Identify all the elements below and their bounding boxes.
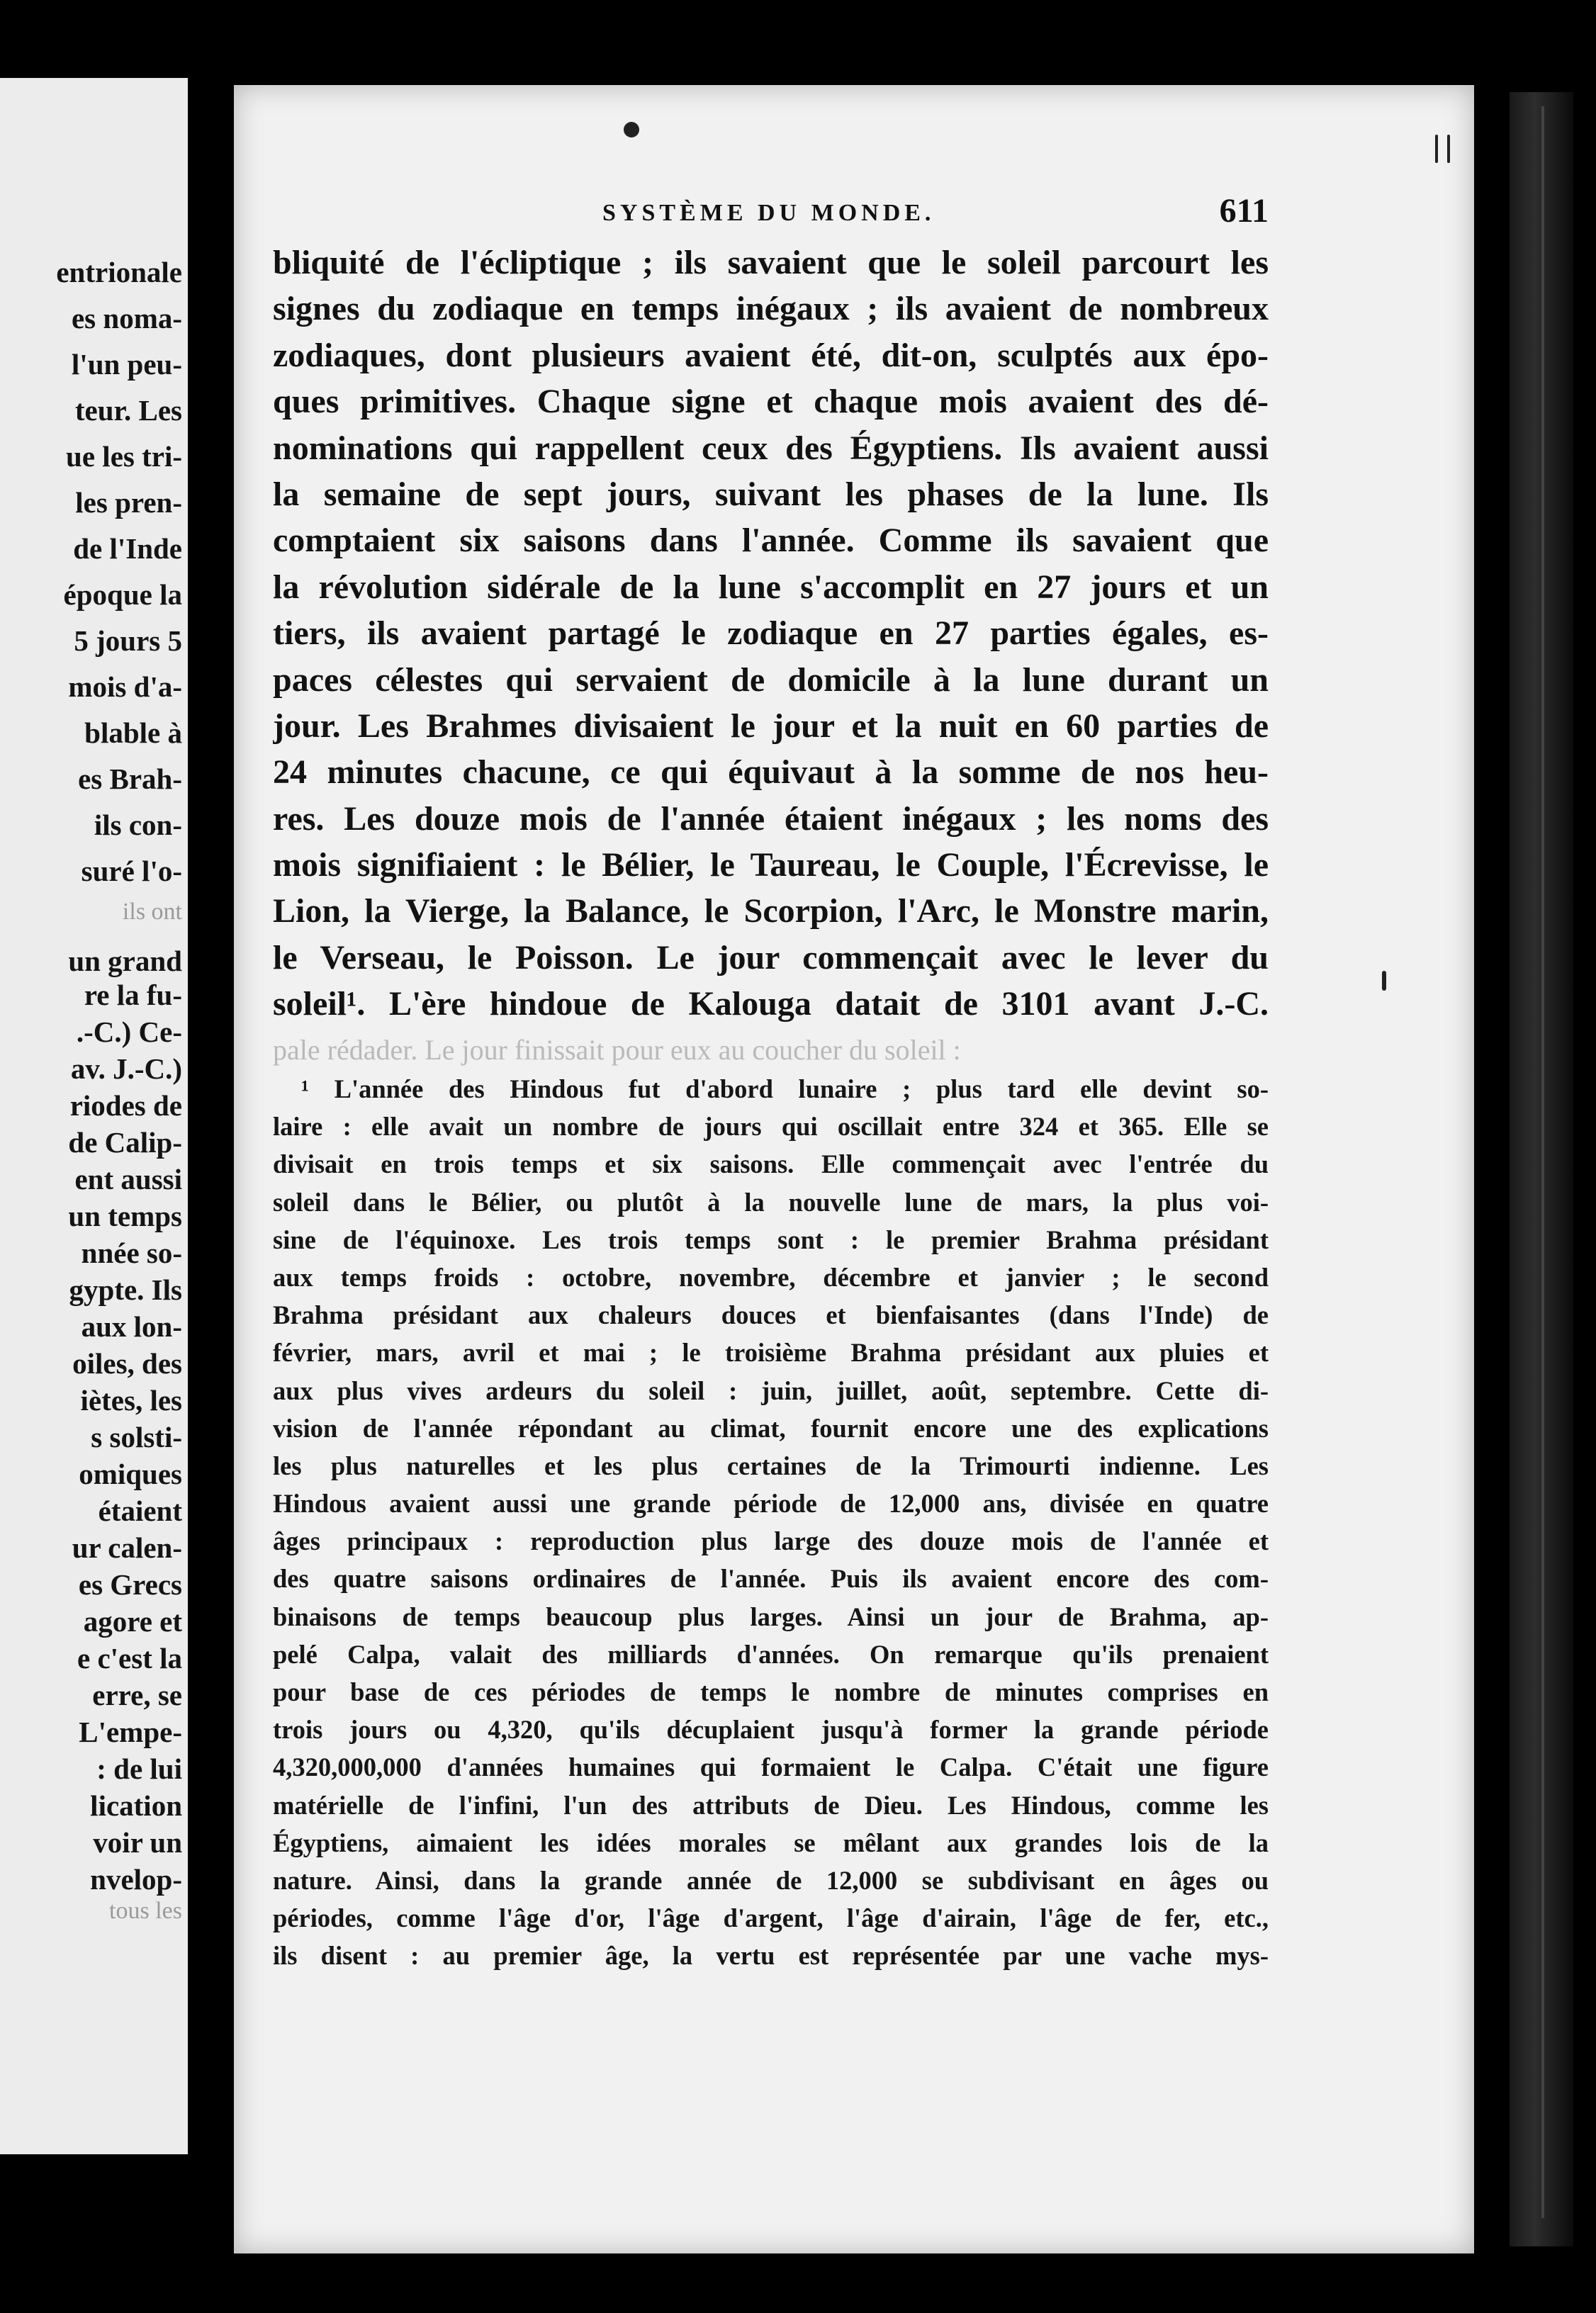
left-text-line: erre, se — [92, 1679, 182, 1711]
left-text-line: gypte. Ils — [69, 1273, 182, 1306]
footnote-line: âges principaux : reproduction plus large des douze mois de l'année et — [273, 1526, 1269, 1556]
left-text-line: étaient — [98, 1495, 182, 1527]
left-text-line: entrionale — [56, 256, 182, 288]
left-text-line: ent aussi — [74, 1163, 182, 1195]
body-text-line: signes du zodiaque en temps inégaux ; ils avaient de nombreux — [273, 290, 1269, 328]
left-text-line: nvelop- — [90, 1863, 182, 1896]
footnote-line: Brahma présidant aux chaleurs douces et bienfaisantes (dans l'Inde) de — [273, 1300, 1269, 1330]
body-text-line: le Verseau, le Poisson. Le jour commençait avec le lever du — [273, 938, 1269, 977]
body-text-line: la révolution sidérale de la lune s'accomplit en 27 jours et un — [273, 568, 1269, 606]
body-text-line: Lion, la Vierge, la Balance, le Scorpion, l'Arc, le Monstre marin, — [273, 892, 1269, 930]
left-text-line: ur calen- — [72, 1531, 182, 1564]
left-text-line: agore et — [83, 1605, 182, 1638]
footnote-line: aux plus vives ardeurs du soleil : juin, juillet, août, septembre. Cette di- — [273, 1375, 1269, 1405]
footnote-line: trois jours ou 4,320, qu'ils décuplaient jusqu'à former la grande période — [273, 1715, 1269, 1745]
left-text-line: les pren- — [75, 486, 182, 519]
footnote-line: février, mars, avril et mai ; le troisième Brahma présidant aux pluies et — [273, 1338, 1269, 1368]
left-text-line: nnée so- — [81, 1237, 182, 1269]
footnote-line: divisait en trois temps et six saisons. Elle commençait avec l'entrée du — [273, 1149, 1269, 1179]
left-text-line: suré l'o- — [81, 855, 182, 887]
main-body-text — [273, 240, 1269, 1028]
body-text-line: tiers, ils avaient partagé le zodiaque en 27 parties égales, es- — [273, 614, 1269, 653]
left-text-line: es noma- — [71, 302, 182, 334]
page-header — [369, 191, 1269, 234]
footnote-line: pelé Calpa, valait des milliards d'années. On remarque qu'ils prenaient — [273, 1639, 1269, 1669]
body-text-line: jour. Les Brahmes divisaient le jour et la nuit en 60 parties de — [273, 707, 1269, 745]
body-text-line: paces célestes qui servaient de domicile à la lune durant un — [273, 660, 1269, 699]
left-text-line: .-C.) Ce- — [76, 1015, 182, 1048]
left-text-line: mois d'a- — [68, 670, 182, 703]
left-text-line: un temps — [68, 1200, 182, 1232]
footnote — [273, 1070, 1269, 1975]
footnote-line: 4,320,000,000 d'années humaines qui formaient le Calpa. C'était une figure — [273, 1752, 1269, 1782]
left-text-line: iètes, les — [80, 1384, 182, 1417]
body-text-line: nominations qui rappellent ceux des Égyptiens. Ils avaient aussi — [273, 429, 1269, 467]
left-text-line: 5 jours 5 — [74, 624, 182, 657]
left-text-line: riodes de — [69, 1089, 182, 1122]
ink-speck — [1382, 971, 1386, 991]
left-text-line: l'un peu- — [71, 348, 182, 381]
left-text-line: L'empe- — [79, 1716, 182, 1748]
body-text-line: soleil¹. L'ère hindoue de Kalouga datait de 3101 avant J.-C. — [273, 985, 1269, 1023]
left-text-line: époque la — [63, 578, 182, 611]
left-text-line: teur. Les — [74, 394, 182, 427]
left-text-line: av. J.-C.) — [70, 1052, 182, 1085]
footnote-line: Hindous avaient aussi une grande période de 12,000 ans, divisée en quatre — [273, 1489, 1269, 1519]
ink-speck — [1447, 135, 1450, 163]
footnote-line: ils disent : au premier âge, la vertu est représentée par une vache mys- — [273, 1941, 1269, 1971]
body-text-line: la semaine de sept jours, suivant les phases de la lune. Ils — [273, 475, 1269, 513]
running-head: SYSTÈME DU MONDE. — [602, 200, 935, 226]
footnote-line: binaisons de temps beaucoup plus larges. Ainsi un jour de Brahma, ap- — [273, 1602, 1269, 1631]
footnote-line: sine de l'équinoxe. Les trois temps sont : le premier Brahma présidant — [273, 1225, 1269, 1254]
body-text-line: comptaient six saisons dans l'année. Comme ils savaient que — [273, 522, 1269, 560]
ink-speck — [624, 122, 639, 137]
footnote-line: Égyptiens, aimaient les idées morales se mêlant aux grandes lois de la — [273, 1828, 1269, 1857]
left-text-line: ils con- — [94, 809, 182, 841]
left-text-line: un grand — [68, 945, 182, 977]
body-text-line: zodiaques, dont plusieurs avaient été, dit-on, sculptés aux épo- — [273, 336, 1269, 374]
footnote-line: laire : elle avait un nombre de jours qui oscillait entre 324 et 365. Elle se — [273, 1112, 1269, 1142]
left-text-line: de l'Inde — [73, 532, 182, 565]
left-text-line: ils ont — [122, 899, 182, 925]
left-text-line: s solsti- — [91, 1421, 182, 1453]
left-text-line: omiques — [79, 1458, 182, 1490]
left-text-line: blable à — [84, 716, 182, 749]
footnote-line: pour base de ces périodes de temps le nombre de minutes comprises en — [273, 1677, 1269, 1706]
left-text-line: voir un — [93, 1826, 182, 1859]
footnote-line: des quatre saisons ordinaires de l'année. Puis ils avaient encore des com- — [273, 1564, 1269, 1594]
footnote-line: ¹ L'année des Hindous fut d'abord lunaire ; plus tard elle devint so- — [301, 1074, 1269, 1103]
left-text-line: lication — [90, 1789, 182, 1822]
body-text-line: ques primitives. Chaque signe et chaque mois avaient des dé- — [273, 383, 1269, 421]
left-text-line: oiles, des — [72, 1347, 182, 1380]
left-text-line: : de lui — [96, 1752, 182, 1785]
footnote-line: nature. Ainsi, dans la grande année de 12,000 se subdivisant en âges ou — [273, 1865, 1269, 1895]
left-text-line: tous les — [109, 1898, 182, 1924]
bleed-through-text: pale rédader. Le jour finissait pour eux au coucher du soleil : — [273, 1034, 961, 1066]
left-text-line: es Grecs — [78, 1568, 182, 1601]
left-page-fragment — [0, 78, 188, 2154]
left-text-line: de Calip- — [68, 1126, 182, 1159]
footnote-line: les plus naturelles et les plus certaines de la Trimourti indienne. Les — [273, 1451, 1269, 1480]
footnote-line: périodes, comme l'âge d'or, l'âge d'argent, l'âge d'airain, l'âge de fer, etc., — [273, 1903, 1269, 1933]
ink-speck — [1435, 135, 1438, 163]
left-text-line: ue les tri- — [66, 440, 182, 473]
body-text-line: bliquité de l'écliptique ; ils savaient que le soleil parcourt les — [273, 244, 1269, 281]
left-text-line: e c'est la — [77, 1642, 182, 1675]
body-text-line: 24 minutes chacune, ce qui équivaut à la somme de nos heu- — [273, 753, 1269, 792]
left-text-line: aux lon- — [81, 1310, 182, 1343]
left-text-line: re la fu- — [84, 979, 182, 1011]
footnote-line: aux temps froids : octobre, novembre, décembre et janvier ; le second — [273, 1262, 1269, 1292]
footnote-line: vision de l'année répondant au climat, fournit encore une des explications — [273, 1413, 1269, 1443]
body-text-line: res. Les douze mois de l'année étaient inégaux ; les noms des — [273, 799, 1269, 838]
left-text-line: es Brah- — [78, 762, 182, 795]
binding-line — [1541, 106, 1544, 2218]
page-number: 611 — [1219, 192, 1269, 230]
footnote-line: matérielle de l'infini, l'un des attributs de Dieu. Les Hindous, comme les — [273, 1790, 1269, 1820]
footnote-line: soleil dans le Bélier, ou plutôt à la nouvelle lune de mars, la plus voi- — [273, 1187, 1269, 1217]
body-text-line: mois signifiaient : le Bélier, le Taureau, le Couple, l'Écrevisse, le — [273, 846, 1269, 884]
